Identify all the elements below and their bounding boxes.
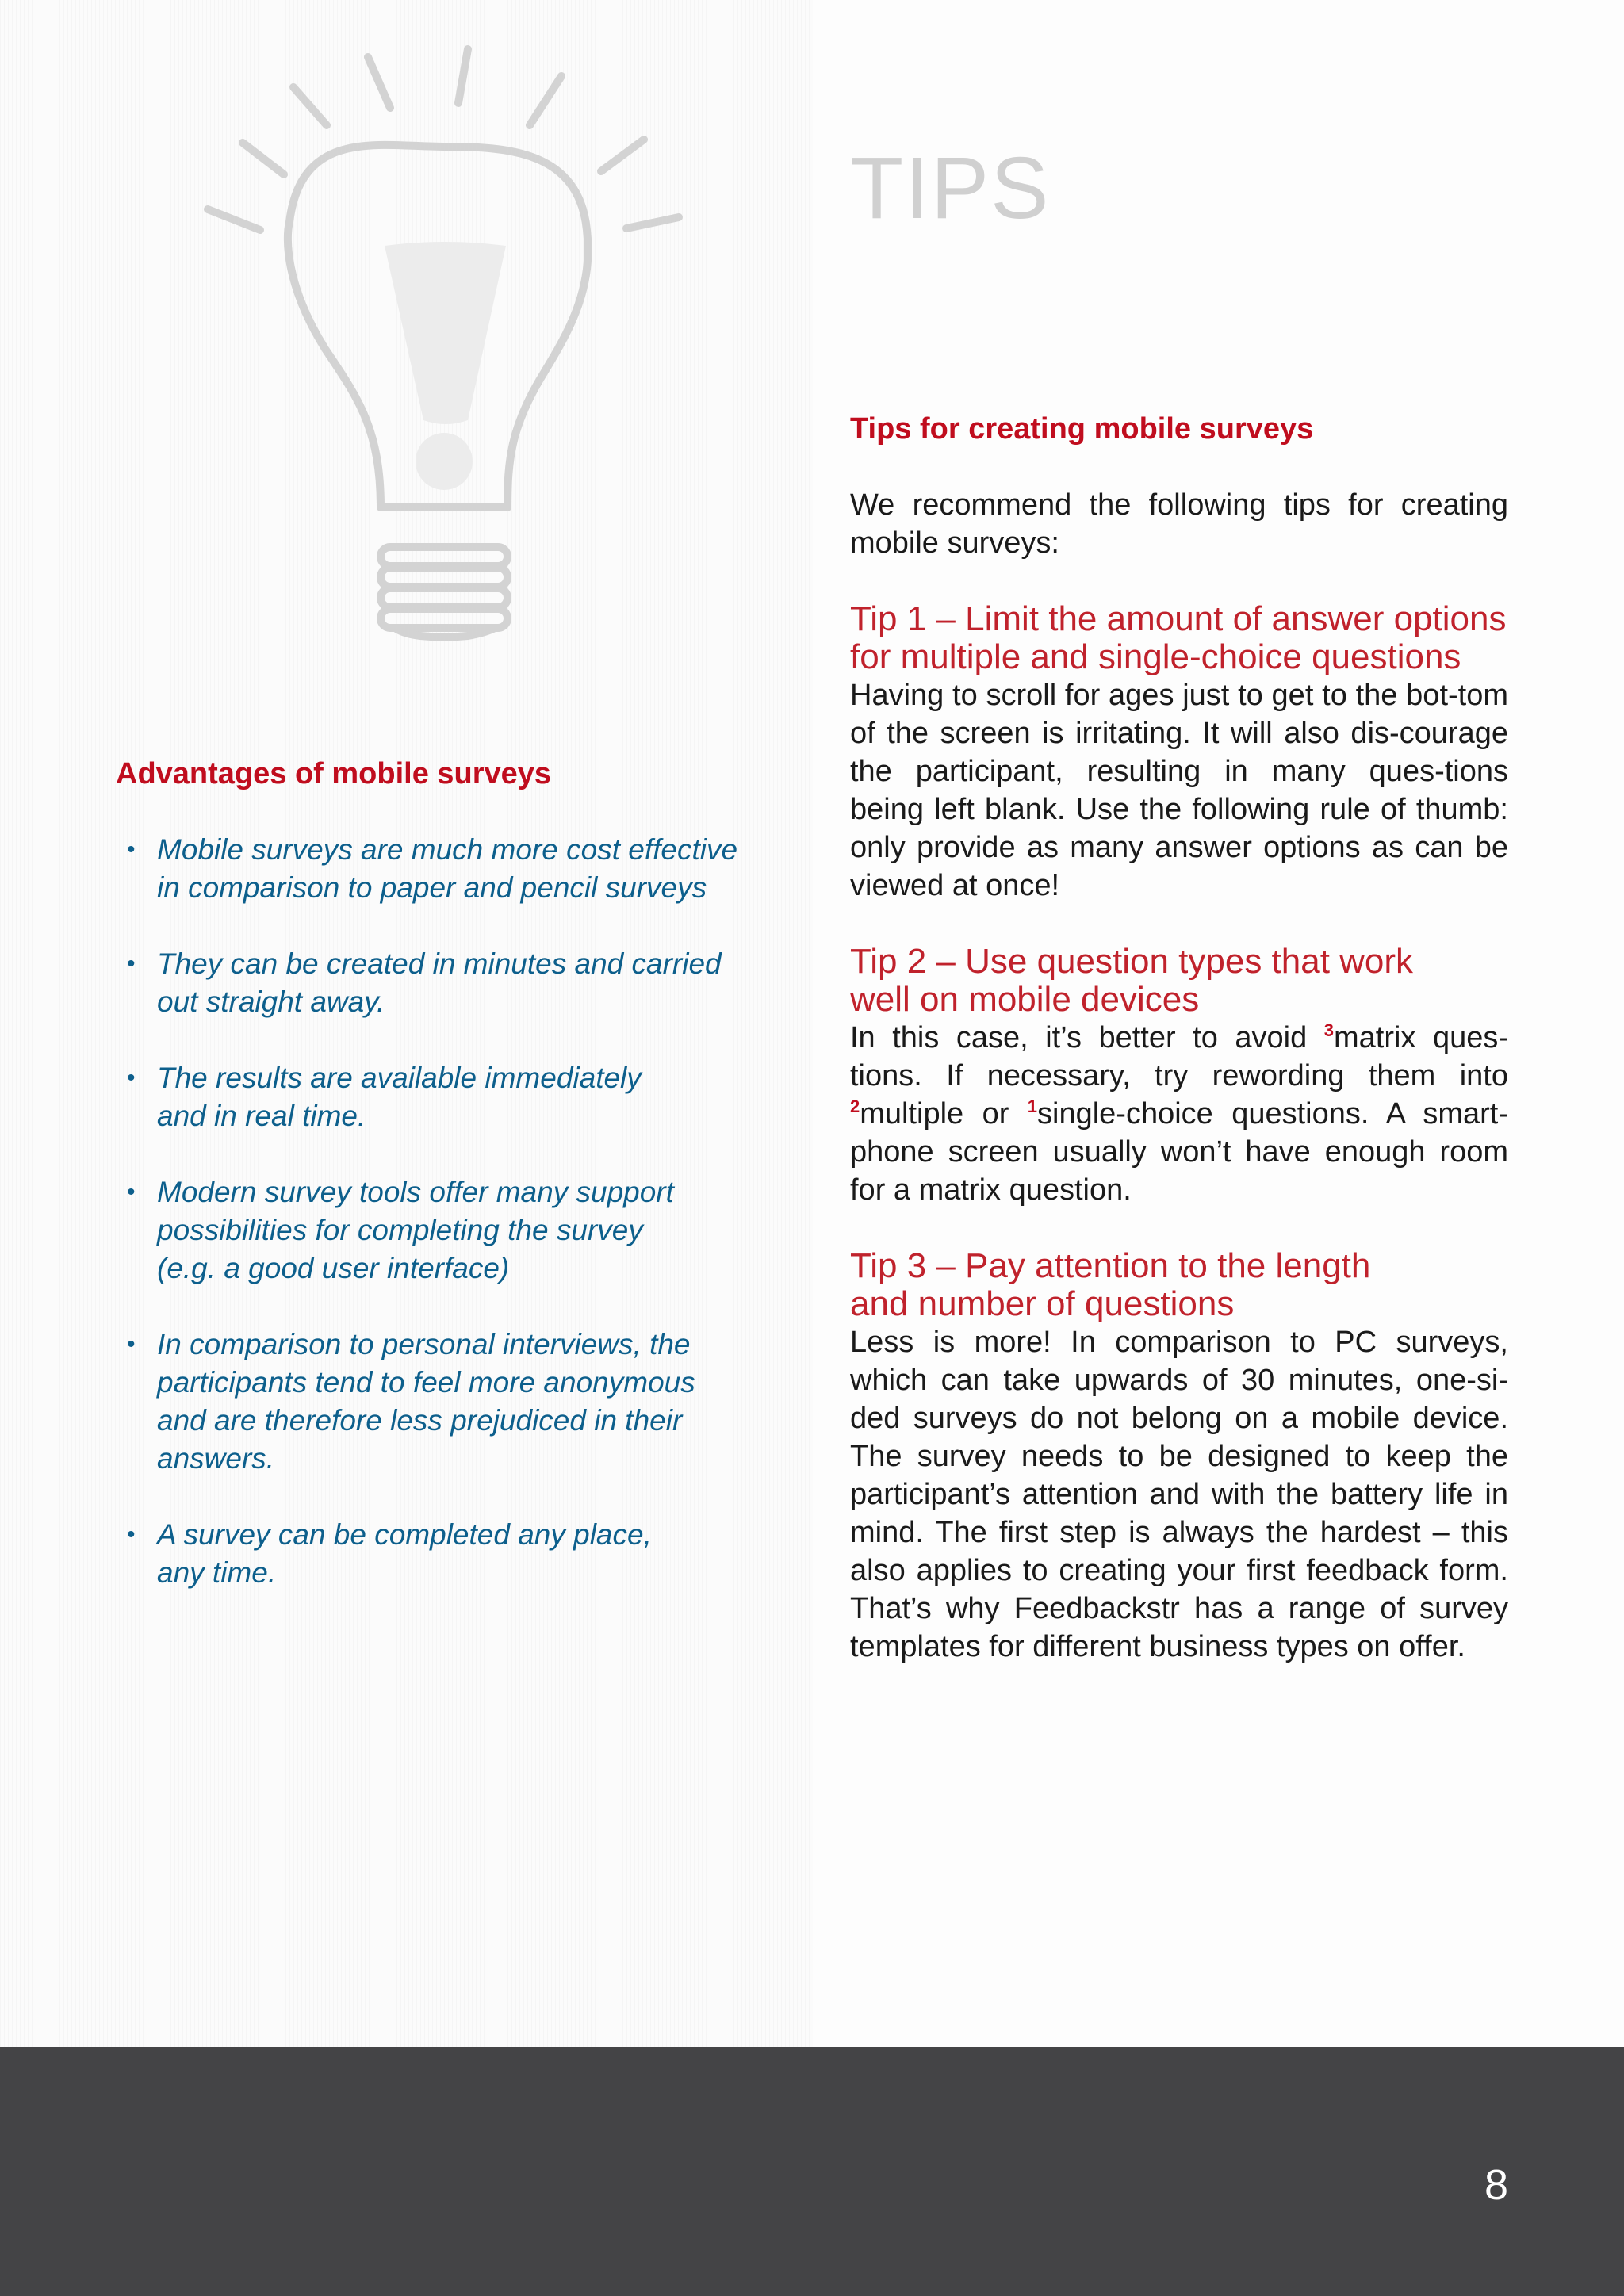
- tips-column: [850, 410, 1508, 1666]
- lightbulb-exclamation-icon: [190, 32, 698, 658]
- tip1-body: Having to scroll for ages just to get to the bot-tom of the screen is irritating. It will also dis-courage the participant, resulting in many ques-tions being left blank. Use the following rule of thumb: only provide as many answer options as can be viewed at once!: [850, 679, 1508, 902]
- bullet-dot: •: [127, 951, 136, 977]
- tip2-body: In this case, it’s better to avoid $^3$matrix ques-tions. If necessary, try rewording them into $^2$multiple or $^1$single-choice questions. A smart-phone screen usually won’t have enough room for a matrix question.: [850, 1020, 1508, 1207]
- bullet-dot: •: [127, 836, 136, 863]
- list-item: • Mobile surveys are much more cost effective in comparison to paper and pencil surveys: [127, 831, 761, 907]
- tip2-title: Tip 2 – Use question types that work well on mobile devices: [850, 942, 1414, 1019]
- bullet-dot: •: [127, 1065, 136, 1091]
- list-item: • A survey can be completed any place, any time.: [127, 1516, 761, 1592]
- footnote-ref: 3: [1323, 1020, 1334, 1040]
- advantages-title: Advantages of mobile surveys: [116, 757, 552, 790]
- advantages-list: [127, 831, 761, 1630]
- list-item: • The results are available immediately and in real time.: [127, 1059, 761, 1135]
- tips-intro: We recommend the following tips for creating mobile surveys:: [850, 488, 1508, 560]
- list-item: • They can be created in minutes and carried out straight away.: [127, 945, 761, 1021]
- bullet-dot: •: [127, 1521, 136, 1548]
- tip3-title: Tip 3 – Pay attention to the length and number of questions: [850, 1246, 1371, 1323]
- bullet-dot: •: [127, 1179, 136, 1205]
- page-footer: [0, 2047, 1624, 2296]
- tip3-body: Less is more! In comparison to PC surveys, which can take upwards of 30 minutes, one-si-ded surveys do not belong on a mobile device. The survey needs to be designed to keep the participant’s attention and with the battery life in mind. The first step is always the hardest – this also applies to creating your first feedback form. That’s why Feedbackstr has a range of survey templates for different business types on offer.: [850, 1326, 1508, 1663]
- tip1-title: Tip 1 – Limit the amount of answer options for multiple and single-choice questions: [850, 599, 1507, 676]
- tips-title: Tips for creating mobile surveys: [850, 412, 1314, 446]
- bullet-dot: •: [127, 1331, 136, 1357]
- footnote-ref: 2: [850, 1096, 860, 1116]
- page-number: 8: [1484, 2161, 1508, 2209]
- list-item: • Modern survey tools offer many support possibilities for completing the survey (e.g. a good user interface): [127, 1173, 761, 1288]
- footnote-ref: 1: [1027, 1096, 1038, 1116]
- page-heading: TIPS: [850, 140, 1051, 237]
- list-item: • In comparison to personal interviews, the participants tend to feel more anonymous and are therefore less prejudiced in their answers.: [127, 1326, 761, 1478]
